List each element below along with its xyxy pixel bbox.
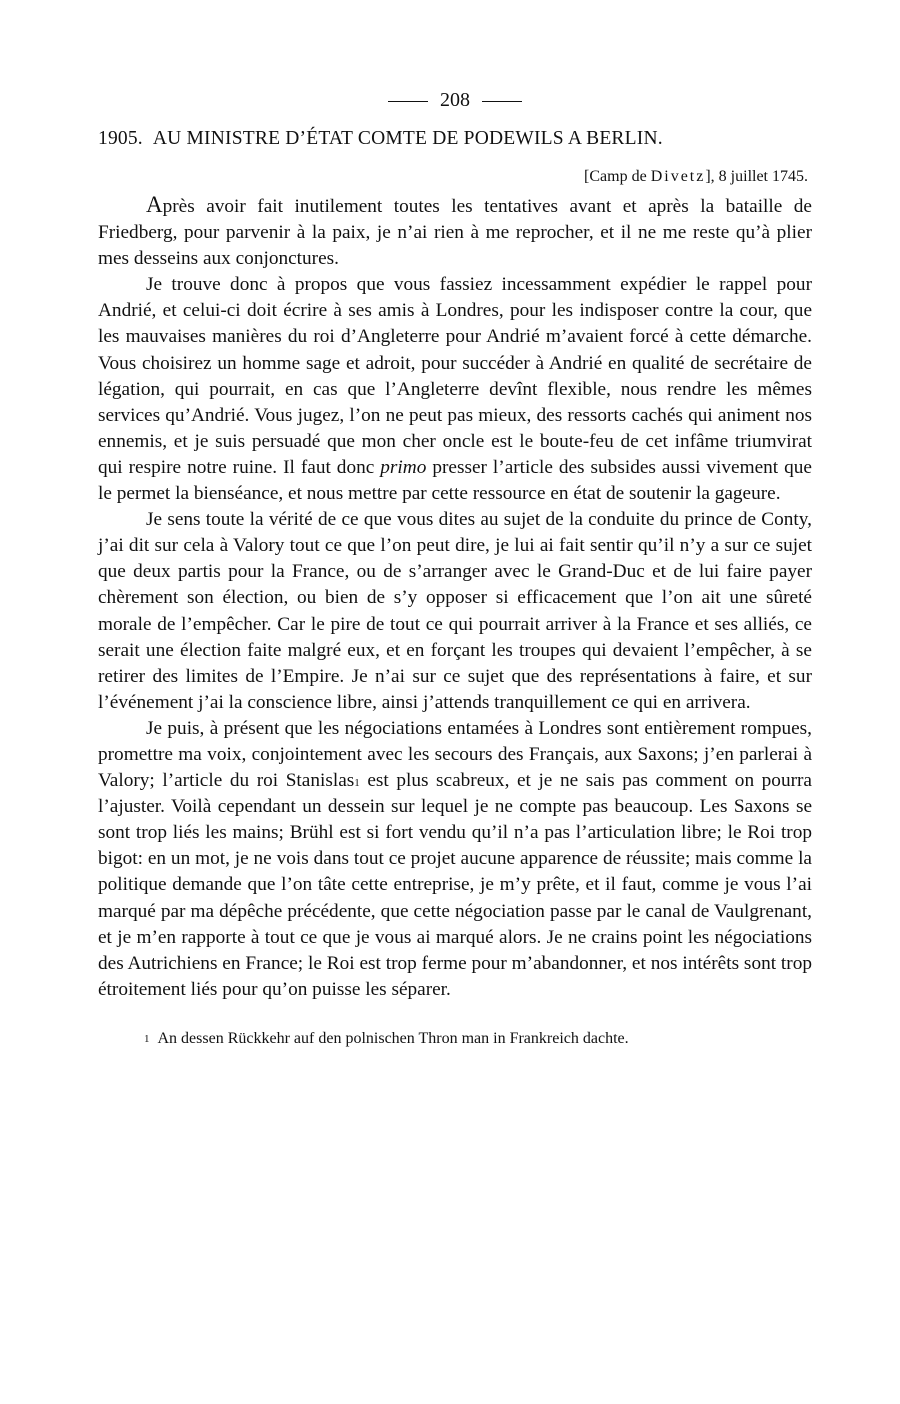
page-number: 208: [440, 88, 470, 111]
letter-addressee: AU MINISTRE D’ÉTAT COMTE DE PODEWILS A BERLIN.: [152, 128, 663, 149]
footnote: [98, 1029, 812, 1049]
dateline: [98, 168, 808, 186]
footnote-text: An dessen Rückkehr auf den polnischen Thron man in Frankreich dachte.: [157, 1029, 629, 1047]
paragraph-1-text: près avoir fait inutilement toutes les tentatives avant et après la bataille de Friedberg, pour parvenir à la paix, je n’ai rien à me reprocher, et il ne me reste qu’à plier mes desseins aux conjonctures.: [98, 196, 812, 270]
paragraph-4-text-a: Je puis, à présent que les négociations entamées à Londres sont entièrement rompues, promettre ma voix, conjointement avec les secours des Français, aux Saxons; j’en parlerai à Valory; l’article du roi Stanislas: [98, 717, 812, 792]
paragraph-2-text-a: Je trouve donc à propos que vous fassiez incessamment expédier le rappel pour Andrié, et celui-ci doit écrire à ses amis à Londres, pour les indisposer contre la cour, que les mauvaises manières du roi d’Angleterre pour Andrié m’avaient forcé à cette démarche. Vous choisirez un homme sage et adroit, pour succéder à Andrié en qualité de secrétaire de légation, qui pourrait, en cas que l’Angleterre devînt flexible, nous rendre les mêmes services qu’Andrié. Vous jugez, l’on ne peut pas mieux, des ressorts cachés qui animent nos ennemis, et je suis persuadé que mon cher oncle est le boute-feu de cet infâme triumvirat qui respire notre ruine. Il faut donc: [98, 274, 812, 478]
paragraph-2-text-b: presser l’article des subsides aussi vivement que le permet la bienséance, et nous mettre par cette ressource en état de soutenir la gageure.: [98, 456, 812, 505]
header-dash-left: [388, 101, 428, 102]
footnote-reference: 1: [354, 777, 360, 790]
header-dash-right: [482, 101, 522, 102]
letter-number: 1905.: [98, 128, 143, 149]
paragraph-3: [98, 507, 812, 716]
dateline-rest: ], 8 juillet 1745.: [705, 168, 808, 185]
dateline-open: [Camp de: [584, 168, 651, 185]
letter-body: [98, 192, 812, 1003]
footnote-mark: 1: [144, 1032, 150, 1045]
document-page: [98, 86, 812, 1049]
page-header: [98, 86, 812, 114]
paragraph-3-text: Je sens toute la vérité de ce que vous dites au sujet de la conduite du prince de Conty, j’ai dit sur cela à Valory tout ce que l’on peut dire, je lui ai fait sentir qu’il n’y a sur ce sujet que deux partis pour la France, ou de s’arranger avec le Grand-Duc et de lui faire payer chèrement son élection, ou bien de s’y opposer si efficacement que l’on ait une sûreté morale de l’empêcher. Car le pire de tout ce qui pourrait arriver à la France et ses alliés, ce serait une élection faite malgré eux, et en forçant les troupes qui devaient l’empêcher, à se retirer des limites de l’Empire. Je n’ai sur ce sujet que des représentations à faire, et sur l’événement j’ai la conscience libre, ainsi j’attends tranquillement ce qui en arrivera.: [98, 509, 812, 713]
paragraph-4: [98, 716, 812, 1003]
paragraph-2-emphasis: primo: [380, 456, 427, 478]
dropcap: A: [146, 192, 163, 217]
paragraph-1: [98, 192, 812, 272]
paragraph-2: [98, 272, 812, 507]
letter-heading: [98, 128, 812, 150]
dateline-place: Divetz: [650, 168, 706, 185]
paragraph-4-text-b: est plus scabreux, et je ne sais pas comment on pourra l’ajuster. Voilà cependant un dessein sur lequel je ne compte pas beaucoup. Les Saxons se sont trop liés les mains; Brühl est si fort vendu qu’il n’a pas l’articulation libre; le Roi trop bigot: en un mot, je ne vois dans tout ce projet aucune apparence de réussite; mais comme la politique demande que l’on tâte cette entreprise, je m’y prête, et il faut, comme je vous l’ai marqué par ma dépêche précédente, que cette négociation passe par le canal de Vaulgrenant, et je m’en rapporte à tout ce que je vous ai marqué alors. Je ne crains point les négociations des Autrichiens en France; le Roi est trop ferme pour m’abandonner, et nos intérêts sont trop étroitement liés pour qu’on puisse les séparer.: [98, 770, 812, 1000]
